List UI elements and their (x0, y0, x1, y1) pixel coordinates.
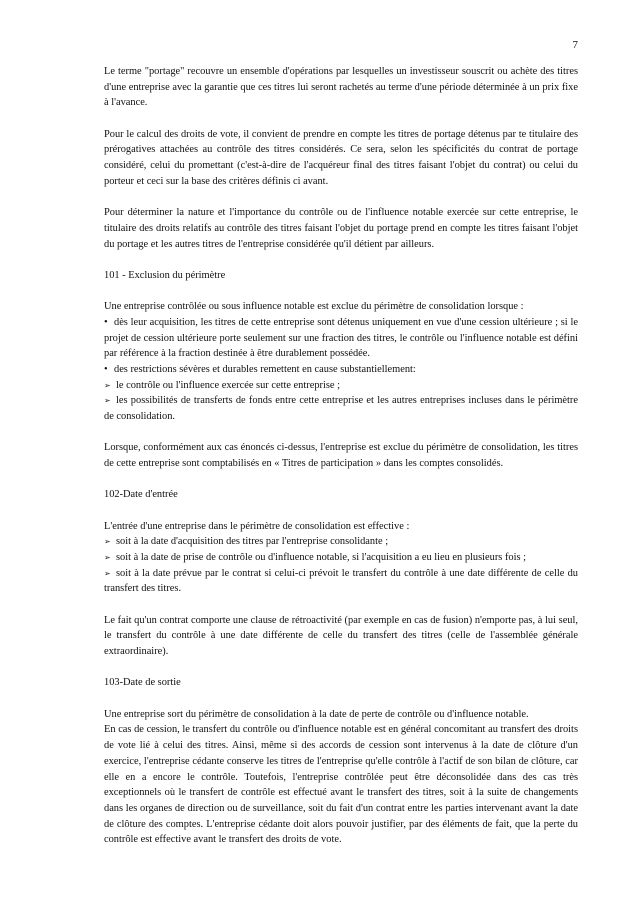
arrow-bullet-icon: ➢ (104, 537, 111, 547)
arrow-bullet-icon: ➢ (104, 553, 111, 563)
section-101 (104, 299, 578, 425)
section-101-intro: Une entreprise contrôlée ou sous influence notable est exclue du périmètre de consolidation lorsque : (104, 301, 524, 313)
sub-list-item-text: soit à la date prévue par le contrat si celui-ci prévoit le transfert du contrôle à une date différente de celle du transfert des titres. (104, 567, 578, 595)
paragraph-retroactivity: Le fait qu'un contrat comporte une clause de rétroactivité (par exemple en cas de fusion) n'emporte pas, à lui seul, le transfert du contrôle à une date différente de celle du transfert des titres (celle de l'assemblée générale extraordinaire). (104, 614, 578, 658)
sub-list-item-text: soit à la date de prise de contrôle ou d'influence notable, si l'acquisition a eu lieu en plusieurs fois ; (116, 552, 527, 564)
heading-103: 103-Date de sortie (104, 677, 181, 689)
sub-list-item (104, 393, 578, 424)
paragraph-portage-definition: Le terme "portage" recouvre un ensemble d'opérations par lesquelles un investisseur souscrit ou achète des titres d'une entreprise avec la garantie que ces titres lui seront rachetés au terme d'une période déterminée à un prix fixe à l'avance. (104, 66, 578, 109)
bullet-icon: • (104, 363, 108, 375)
list-item (104, 362, 578, 378)
section-102 (104, 519, 578, 598)
arrow-bullet-icon: ➢ (104, 380, 111, 390)
bullet-icon: • (104, 316, 108, 328)
list-item-text: des restrictions sévères et durables remettent en cause substantiellement: (114, 363, 416, 375)
paragraph-voting-rights: Pour le calcul des droits de vote, il convient de prendre en compte les titres de portage détenus par te titulaire des prérogatives attachées au contrôle des titres considérés. Ce sera, selon les spécificités du contrat de portage considéré, celui du promettant (c'est-à-dire de l'acquéreur final des titres faisant l'objet du contrat) ou celui du porteur et ceci sur la base des critères définis ci avant. (104, 128, 578, 187)
paragraph-exclusion-accounting: Lorsque, conformément aux cas énoncés ci-dessus, l'entreprise est exclue du périmètre de consolidation, les titres de cette entreprise sont comptabilisés en « Titres de participation » dans les comptes consolidés. (104, 442, 578, 470)
document-body (104, 64, 578, 864)
paragraph-control-determination: Pour déterminer la nature et l'importance du contrôle ou de l'influence notable exercée sur cette entreprise, le titulaire des droits relatifs au contrôle des titres faisant l'objet du portage prend en compte les titres faisant l'objet du portage et les autres titres de l'entreprise considérée qu'il détient par ailleurs. (104, 207, 578, 250)
sub-list-item-text: le contrôle ou l'influence exercée sur cette entreprise ; (116, 379, 341, 391)
sub-list-item-text: les possibilités de transferts de fonds entre cette entreprise et les autres entreprises incluses dans le périmètre de consolidation. (104, 395, 578, 423)
sub-list-item (104, 550, 578, 566)
heading-102: 102-Date d'entrée (104, 489, 178, 501)
list-item-text: dès leur acquisition, les titres de cette entreprise sont détenus uniquement en vue d'une cession ultérieure ; si le projet de cession ultérieure porte seulement sur une fraction des titres, le contrôle ou l'influence notable est défini par référence à la fraction destinée à être durablement possédée. (104, 316, 578, 360)
section-102-intro: L'entrée d'une entreprise dans le périmètre de consolidation est effective : (104, 520, 410, 532)
arrow-bullet-icon: ➢ (104, 568, 111, 578)
sub-list-item-text: soit à la date d'acquisition des titres par l'entreprise consolidante ; (116, 536, 389, 548)
sub-list-item (104, 534, 578, 550)
sub-list-item (104, 566, 578, 597)
paragraph-exit-rule: Une entreprise sort du périmètre de consolidation à la date de perte de contrôle ou d'influence notable. (104, 708, 529, 720)
heading-101: 101 - Exclusion du périmètre (104, 269, 226, 281)
sub-list-item (104, 378, 578, 394)
paragraph-cession: En cas de cession, le transfert du contrôle ou d'influence notable est en général concomitant au transfert des droits de vote lié à celui des titres. Ainsi, même si des accords de cession sont intervenus à la date de clôture d'un exercice, l'entreprise cédante conserve les titres de l'entreprise qu'elle contrôle à l'actif de son bilan de clôture, car elle en a encore le contrôle. Toutefois, l'entreprise contrôlée peut être déconsolidée dans des cas très exceptionnels où le transfert de contrôle est effectué avant le transfert des titres, soit à la suite de changements dans les organes de direction ou de surveillance, soit du fait d'un contrat entre les parties intervenant avant la date de clôture des comptes. L'entreprise cédante doit alors pouvoir justifier, par des éléments de fait, que la perte du contrôle est effective avant le transfert des droits de vote. (104, 724, 578, 846)
list-item (104, 315, 578, 362)
arrow-bullet-icon: ➢ (104, 396, 111, 406)
page-number: 7 (572, 39, 578, 51)
